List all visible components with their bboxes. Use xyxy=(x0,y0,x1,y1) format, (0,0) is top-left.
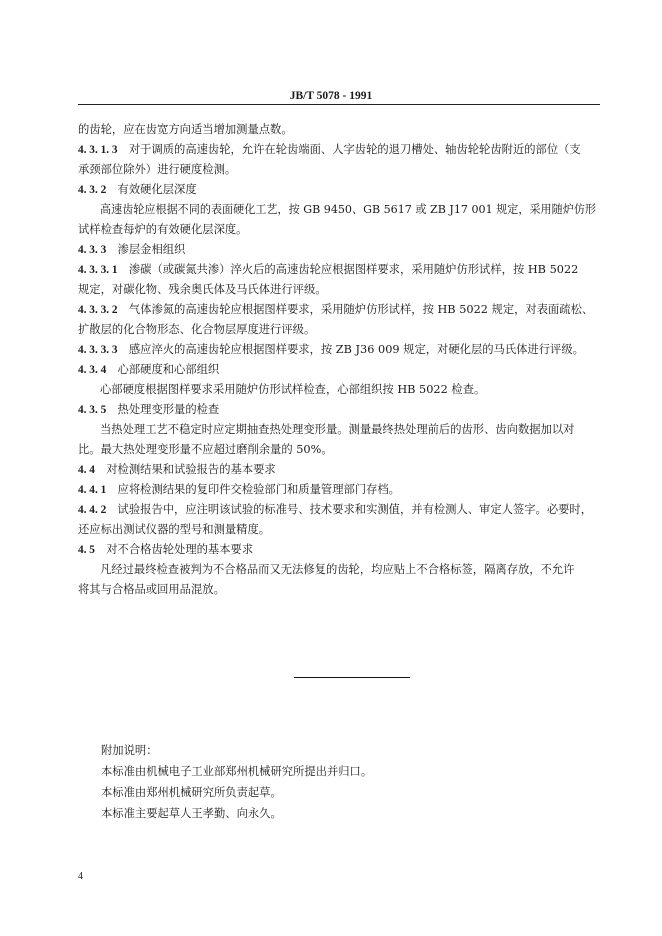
clause-number: 4. 5 xyxy=(78,544,95,556)
clause-line xyxy=(78,260,600,280)
clause-text: 规定，对碳化物、残余奥氏体及马氏体进行评级。 xyxy=(78,283,327,296)
clause-text: 应将检测结果的复印件交检验部门和质量管理部门存档。 xyxy=(117,483,400,496)
clause-line xyxy=(78,180,600,200)
clause-text: 心部硬度和心部组织 xyxy=(117,363,220,376)
clause-line xyxy=(78,360,600,380)
clause-line xyxy=(78,540,600,560)
text-line xyxy=(78,420,600,440)
text-line xyxy=(78,320,600,340)
clause-number: 4. 3. 1. 3 xyxy=(78,144,118,156)
clause-text: 将其与合格品或回用品混放。 xyxy=(78,583,225,596)
clause-number: 4. 4. 2 xyxy=(78,504,107,516)
page-number: 4 xyxy=(78,871,83,882)
clause-number: 4. 3. 5 xyxy=(78,404,107,416)
clause-line xyxy=(78,340,600,360)
clause-line xyxy=(78,140,600,160)
appendix-title: 附加说明： xyxy=(101,744,158,757)
clause-number: 4. 3. 3. 3 xyxy=(78,344,118,356)
clause-text: 气体渗氮的高速齿轮应根据图样要求，采用随炉仿形试样，按 HB 5022 规定，对表面疏松、 xyxy=(128,303,594,316)
text-line xyxy=(78,440,600,460)
clause-text: 比。最大热处理变形量不应超过磨削余量的 50%。 xyxy=(78,443,333,456)
text-line xyxy=(78,560,600,580)
clause-text: 渗层金相组织 xyxy=(117,243,186,256)
clause-text: 当热处理工艺不稳定时应定期抽查热处理变形量。测量最终热处理前后的齿形、齿向数据加以对 xyxy=(100,423,575,436)
clause-number: 4. 4 xyxy=(78,464,95,476)
text-line xyxy=(78,120,600,140)
clause-text: 高速齿轮应根据不同的表面硬化工艺，按 GB 9450、GB 5617 或 ZB J17 001 规定，采用随炉仿形 xyxy=(100,203,597,216)
clause-number: 4. 3. 4 xyxy=(78,364,107,376)
clause-text: 心部硬度根据图样要求采用随炉仿形试样检查，心部组织按 HB 5022 检查。 xyxy=(100,383,486,396)
appendix-line: 本标准由机械电子工业部郑州机械研究所提出并归口。 xyxy=(101,765,373,778)
clause-text: 试验报告中，应注明该试验的标准号、技术要求和实测值，并有检测人、审定人签字。必要时， xyxy=(117,503,593,516)
end-of-text-rule xyxy=(294,677,410,678)
clause-line xyxy=(78,300,600,320)
appendix-line: 本标准由郑州机械研究所负责起草。 xyxy=(101,786,282,799)
clause-text: 对于调质的高速齿轮，允许在轮齿端面、人字齿轮的退刀槽处、轴齿轮轮齿附近的部位（支 xyxy=(128,143,581,156)
appendix-note xyxy=(101,740,372,824)
text-line xyxy=(78,520,600,540)
clause-text: 渗碳（或碳氮共渗）淬火后的高速齿轮应根据图样要求，采用随炉仿形试样，按 HB 5022 xyxy=(128,263,579,276)
clause-line xyxy=(78,480,600,500)
text-line xyxy=(78,160,600,180)
text-line xyxy=(78,380,600,400)
clause-line xyxy=(78,460,600,480)
clause-text: 试样检查每炉的有效硬化层深度。 xyxy=(78,223,248,236)
clause-line xyxy=(78,500,600,520)
clause-text: 还应标出测试仪器的型号和测量精度。 xyxy=(78,523,271,536)
clause-line xyxy=(78,240,600,260)
standard-number-header: JB/T 5078 - 1991 xyxy=(289,90,373,102)
clause-text: 扩散层的化合物形态、化合物层厚度进行评级。 xyxy=(78,323,316,336)
clause-text: 热处理变形量的检查 xyxy=(117,403,220,416)
clause-text: 对检测结果和试验报告的基本要求 xyxy=(106,463,276,476)
clause-text: 对不合格齿轮处理的基本要求 xyxy=(106,543,254,556)
clause-text: 感应淬火的高速齿轮应根据图样要求，按 ZB J36 009 规定，对硬化层的马氏体进行评级。 xyxy=(128,343,584,356)
clause-number: 4. 3. 2 xyxy=(78,184,107,196)
clause-number: 4. 3. 3 xyxy=(78,244,107,256)
appendix-line: 本标准主要起草人王孝勤、向永久。 xyxy=(101,807,282,820)
clause-line xyxy=(78,400,600,420)
text-line xyxy=(78,280,600,300)
clause-text: 承颈部位除外）进行硬度检测。 xyxy=(78,163,237,176)
header-rule xyxy=(78,104,600,105)
document-body xyxy=(78,120,600,600)
text-line xyxy=(78,580,600,600)
clause-text: 凡经过最终检查被判为不合格品而又无法修复的齿轮，均应贴上不合格标签，隔离存放，不允许 xyxy=(100,563,575,576)
clause-number: 4. 3. 3. 1 xyxy=(78,264,118,276)
clause-number: 4. 3. 3. 2 xyxy=(78,304,118,316)
text-line xyxy=(78,200,600,220)
text-line xyxy=(78,220,600,240)
clause-number: 4. 4. 1 xyxy=(78,484,107,496)
clause-text: 有效硬化层深度 xyxy=(117,183,197,196)
clause-text: 的齿轮，应在齿宽方向适当增加测量点数。 xyxy=(78,123,293,136)
